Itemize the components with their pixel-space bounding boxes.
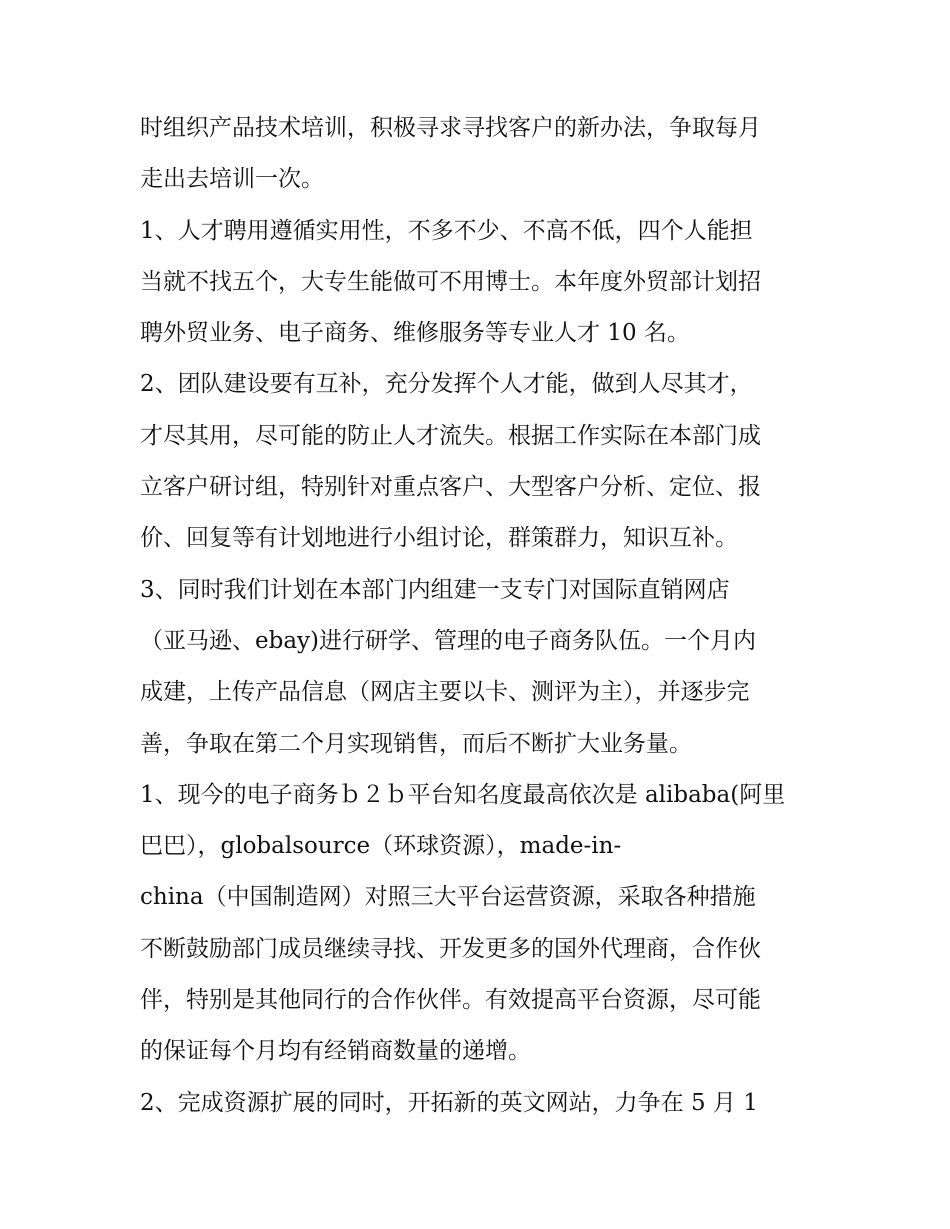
text-line: 3、同时我们计划在本部门内组建一支专门对国际直销网店 [140, 576, 730, 603]
text-line: 2、完成资源扩展的同时，开拓新的英文网站，力争在 5 月 1 [140, 1089, 758, 1116]
text-line: 伴，特别是其他同行的合作伙伴。有效提高平台资源，尽可能 [140, 987, 761, 1014]
text-line: 走出去培训一次。 [140, 166, 324, 193]
text-line: 的保证每个月均有经销商数量的递增。 [140, 1038, 531, 1065]
text-line: 善，争取在第二个月实现销售，而后不断扩大业务量。 [140, 730, 692, 757]
body-text [140, 103, 820, 1129]
text-line: 1、现今的电子商务ｂ２ｂ平台知名度最高依次是 alibaba(阿里 [140, 781, 786, 808]
text-line: 2、团队建设要有互补，充分发挥个人才能，做到人尽其才， [140, 371, 753, 398]
text-line: 1、人才聘用遵循实用性，不多不少、不高不低，四个人能担 [140, 217, 753, 244]
text-line: 成建，上传产品信息（网店主要以卡、测评为主），并逐步完 [140, 679, 750, 706]
text-line: 时组织产品技术培训，积极寻求寻找客户的新办法，争取每月 [140, 115, 761, 141]
text-line: 立客户研讨组，特别针对重点客户、大型客户分析、定位、报 [140, 474, 761, 501]
text-line: 巴巴），globalsource（环球资源），made-in- [140, 833, 622, 860]
text-line: （亚马逊、ebay)进行研学、管理的电子商务队伍。一个月内 [140, 627, 757, 654]
text-line: 当就不找五个，大专生能做可不用博士。本年度外贸部计划招 [140, 268, 761, 295]
text-line: china（中国制造网）对照三大平台运营资源，采取各种措施 [140, 884, 756, 911]
text-line: 价、回复等有计划地进行小组讨论，群策群力，知识互补。 [140, 525, 738, 552]
text-line: 不断鼓励部门成员继续寻找、开发更多的国外代理商，合作伙 [140, 935, 761, 962]
text-line: 聘外贸业务、电子商务、维修服务等专业人才 10 名。 [140, 320, 690, 347]
text-line: 才尽其用，尽可能的防止人才流失。根据工作实际在本部门成 [140, 422, 761, 449]
